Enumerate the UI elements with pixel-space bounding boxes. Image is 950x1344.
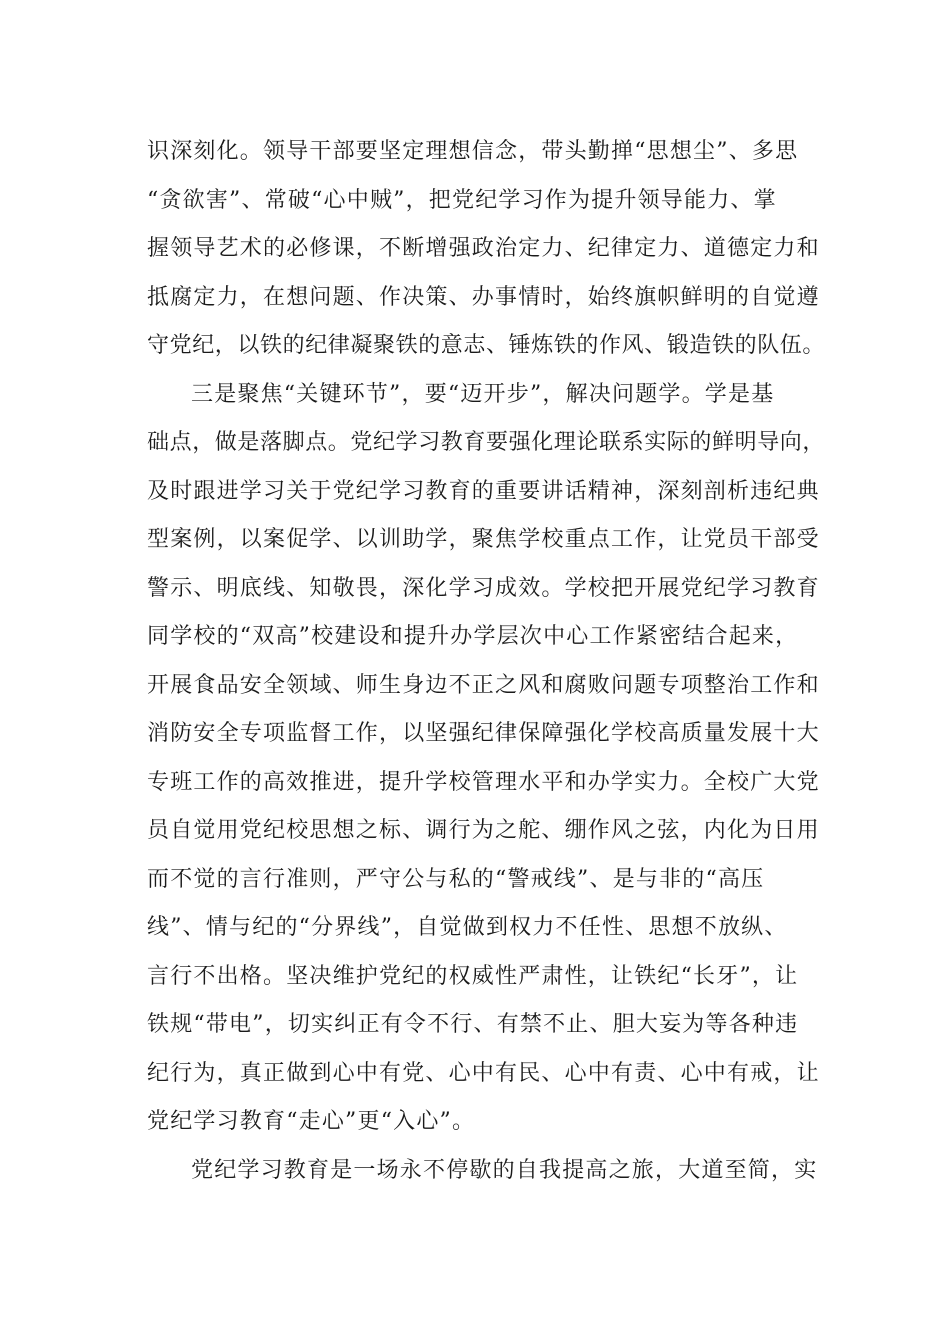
text-line: 线”、情与纪的“分界线”，自觉做到权力不任性、思想不放纵、 [147, 915, 788, 940]
text-line: 及时跟进学习关于党纪学习教育的重要讲话精神，深刻剖析违纪典 [147, 478, 820, 504]
text-line: 抵腐定力，在想问题、作决策、办事情时，始终旗帜鲜明的自觉遵 [147, 284, 820, 310]
text-line: 开展食品安全领域、师生身边不正之风和腐败问题专项整治工作和 [147, 672, 820, 698]
text-line: 消防安全专项监督工作，以坚强纪律保障强化学校高质量发展十大 [147, 721, 820, 746]
text-line: 型案例，以案促学、以训助学，聚焦学校重点工作，让党员干部受 [147, 527, 820, 552]
text-line: 警示、明底线、知敬畏，深化学习成效。学校把开展党纪学习教育 [147, 575, 820, 601]
text-line: 纪行为，真正做到心中有党、心中有民、心中有责、心中有戒，让 [147, 1060, 820, 1086]
text-line: 党纪学习教育“走心”更“入心”。 [147, 1109, 476, 1134]
text-line: 握领导艺术的必修课，不断增强政治定力、纪律定力、道德定力和 [147, 236, 820, 261]
text-line: 铁规“带电”，切实纠正有令不行、有禁不止、胆大妄为等各种违 [147, 1012, 799, 1037]
text-line: 同学校的“双高”校建设和提升办学层次中心工作紧密结合起来， [147, 624, 799, 649]
text-line: 专班工作的高效推进，提升学校管理水平和办学实力。全校广大党 [147, 769, 820, 795]
text-line: 党纪学习教育是一场永不停歇的自我提高之旅，大道至简，实 [191, 1157, 818, 1183]
text-line: 守党纪，以铁的纪律凝聚铁的意志、锤炼铁的作风、锻造铁的队伍。 [147, 333, 826, 358]
text-line: 识深刻化。领导干部要坚定理想信念，带头勤掸“思想尘”、多思 [147, 139, 799, 164]
text-line: 员自觉用党纪校思想之标、调行为之舵、绷作风之弦，内化为日用 [147, 818, 820, 843]
text-line: 而不觉的言行准则，严守公与私的“警戒线”、是与非的“高压 [147, 866, 765, 892]
text-line: 三是聚焦“关键环节”，要“迈开步”，解决问题学。学是基 [191, 381, 775, 407]
text-line: 础点，做是落脚点。党纪学习教育要强化理论联系实际的鲜明导向， [147, 430, 826, 455]
text-line: “贪欲害”、常破“心中贼”，把党纪学习作为提升领导能力、掌 [147, 187, 777, 213]
text-line: 言行不出格。坚决维护党纪的权威性严肃性，让铁纪“长牙”，让 [147, 963, 799, 989]
body-text [147, 128, 827, 1195]
